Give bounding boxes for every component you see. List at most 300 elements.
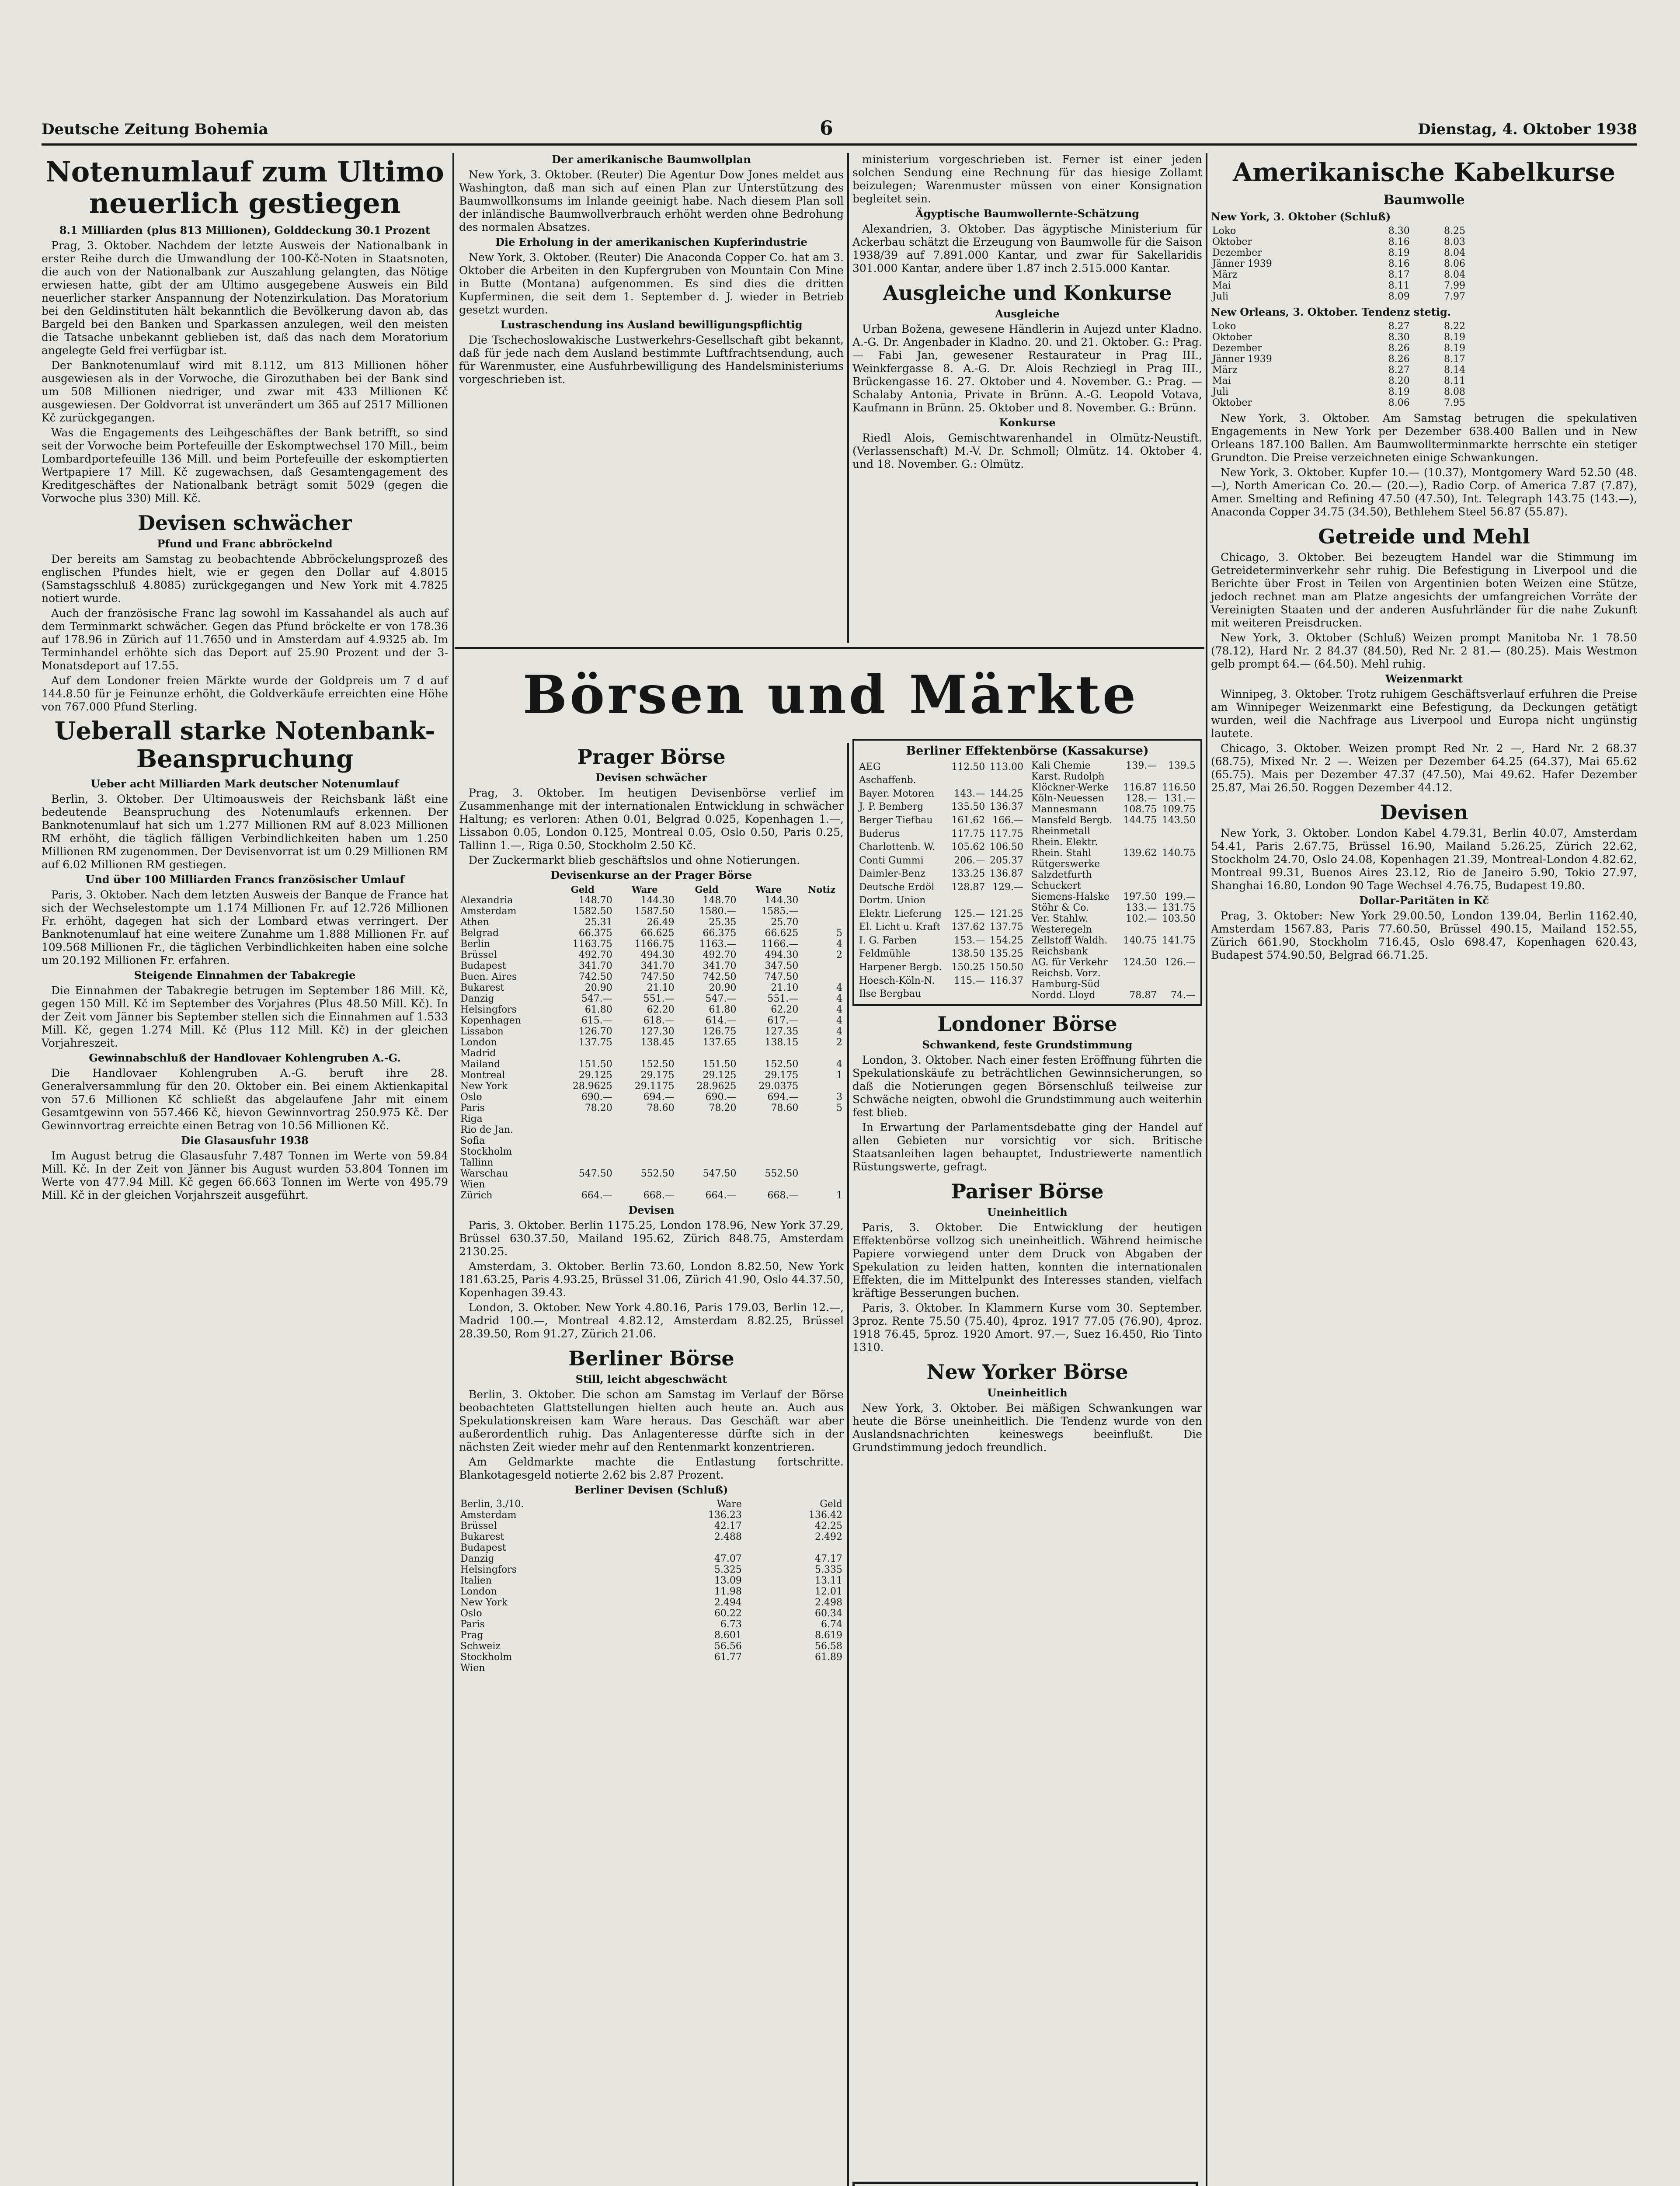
row-value: 136.23 — [708, 1510, 742, 1521]
table-row — [1030, 968, 1197, 979]
row-value: 11.98 — [714, 1586, 742, 1597]
article-paragraph: Berlin, 3. Oktober. Die schon am Samstag im Verlauf der Börse beobachteten Glattstellungen hielten auch heute an. Auch aus Spekulationskreisen kam Ware heraus. Das Geschäft war aber außerordentlich ruhig. Das Anlagenteresse dürfte sich in der nächsten Zeit wieder mehr auf den Rentenmarkt konzentrieren. — [459, 1388, 844, 1453]
row-value: 341.70 — [640, 961, 675, 971]
article-paragraph: Prag, 3. Oktober. Im heutigen Devisenbörse verlief im Zusammenhange mit der internationalen Entwicklung in schwächer Haltung; es verloren: Athen 0.01, Belgrad 0.025, Kopenhagen 1.—, Lissabon 0.05, London 0.125, Montreal 0.05, Oslo 0.50, Paris 0.25, Tallinn 1.—, Riga 0.50, Stockholm 2.50 Kč. — [459, 787, 844, 852]
row-value: 12.01 — [815, 1586, 842, 1597]
row-value: 116.37 — [990, 975, 1023, 986]
table-row — [1030, 957, 1197, 968]
article-paragraph: New York, 3. Oktober. Bei mäßigen Schwankungen war heute die Börse uneinheitlich. Die Tendenz wurde von den Auslandsnachrichten keineswegs beeinflußt. Die Grundstimmung jedoch freundlich. — [852, 1402, 1202, 1454]
row-value — [614, 1157, 676, 1168]
row-value — [552, 1124, 614, 1135]
article-paragraph: Auf dem Londoner freien Märkte wurde der Goldpreis um 7 d auf 144.8.50 für je Feinunze erhöht, die Goldverkäufe erreichten eine Höhe von 767.000 Pfund Sterling. — [42, 674, 448, 713]
table-row — [858, 787, 1025, 801]
row-label: Salzdetfurth — [1031, 870, 1092, 881]
row-value: 747.50 — [640, 971, 675, 982]
row-label: Juli — [1212, 386, 1229, 397]
row-value: 106.50 — [990, 842, 1023, 853]
row-value: 25.35 — [709, 917, 737, 928]
table-row — [858, 760, 1025, 774]
row-value: 60.22 — [714, 1608, 742, 1619]
row-value: 3 — [836, 1092, 842, 1103]
table-row — [459, 1124, 844, 1135]
row-value: 7.95 — [1444, 397, 1465, 408]
row-label: Berlin, 3./10. — [460, 1499, 524, 1510]
row-label: Montreal — [460, 1070, 505, 1081]
row-value: 56.58 — [815, 1641, 842, 1652]
table-row — [1211, 226, 1467, 237]
row-value: 138.50 — [951, 948, 985, 960]
headline-kabelkurse: Amerikanische Kabelkurse — [1232, 157, 1615, 187]
column-3-lower — [852, 739, 1202, 1456]
row-value — [948, 894, 987, 907]
row-value: 150.50 — [990, 961, 1023, 973]
row-value: 617.— — [767, 1015, 799, 1026]
table-row — [459, 1597, 844, 1608]
article-paragraph: New York, 3. Oktober. (Reuter) Die Anaconda Copper Co. hat am 3. Oktober die Arbeiten in den Kupfergruben von Mountain Con Mine in Butte (Montana) aufgenommen. Es sind dies die dritten Kupferminen, die seit dem 1. September d. J. wieder in Betrieb gesetzt wurden. — [459, 251, 844, 316]
row-value: 78.60 — [647, 1103, 675, 1114]
row-value: 492.70 — [578, 950, 612, 961]
row-label: Buen. Aires — [460, 971, 517, 982]
subheadline: Die Glasausfuhr 1938 — [181, 1134, 309, 1147]
row-label: Reichsbank — [1031, 946, 1088, 957]
row-value — [1120, 968, 1158, 979]
row-value — [1158, 837, 1197, 848]
row-label: Dezember — [1212, 343, 1262, 354]
row-value: 61.80 — [709, 1004, 737, 1015]
effekten-table-left — [858, 760, 1025, 1001]
row-value — [737, 1179, 800, 1190]
article-paragraph: Paris, 3. Oktober. In Klammern Kurse vom 30. September. 3proz. Rente 75.50 (75.40), 4proz. 1917 77.05 (76.90), 4proz. 1918 76.45, 5proz. 1920 Amort. 97.—, Suez 16.450, Rio Tinto 1310. — [852, 1302, 1202, 1354]
row-value: 127.30 — [640, 1026, 675, 1037]
row-value — [800, 971, 844, 982]
column-rule — [1206, 153, 1207, 2186]
subheadline: Lustraschendung ins Ausland bewilligungspflichtig — [500, 318, 803, 331]
table-row — [459, 1619, 844, 1630]
table-row — [858, 894, 1025, 907]
row-value — [986, 894, 1025, 907]
subheadline: Ueber acht Milliarden Mark deutscher Notenumlauf — [90, 777, 399, 790]
table-row — [459, 1663, 844, 1674]
row-value: 144.30 — [765, 895, 799, 906]
row-value: 614.— — [705, 1015, 737, 1026]
row-value: 1587.50 — [634, 906, 675, 917]
row-value: 128.— — [1126, 793, 1157, 804]
row-value: 1585.— — [761, 906, 799, 917]
table-row — [1211, 397, 1467, 408]
row-value: 139.— — [1126, 760, 1157, 771]
row-value: 8.25 — [1444, 226, 1465, 237]
row-value: 551.— — [643, 993, 675, 1004]
row-label: Klöckner-Werke — [1031, 782, 1109, 793]
row-value: 205.37 — [990, 855, 1023, 866]
table-row — [459, 1004, 844, 1015]
cotton-no-table — [1211, 321, 1467, 408]
row-value: 117.75 — [951, 828, 985, 839]
row-value: 105.62 — [951, 842, 985, 853]
row-value — [614, 1124, 676, 1135]
row-label: Rhein. Stahl — [1031, 848, 1092, 859]
row-value: 126.— — [1165, 957, 1196, 968]
row-value: 5.335 — [815, 1564, 842, 1575]
row-value: 20.90 — [584, 982, 612, 993]
row-label: Juli — [1212, 291, 1229, 302]
row-value: 126.75 — [703, 1026, 737, 1037]
row-value — [1120, 826, 1158, 837]
headline-new-yorker-boerse: New Yorker Börse — [926, 1360, 1128, 1384]
row-value: 2 — [836, 950, 842, 961]
row-value — [552, 1135, 614, 1146]
subheadline: Konkurse — [999, 416, 1056, 429]
table-row — [459, 1114, 844, 1124]
row-value — [1158, 924, 1197, 935]
table-row — [459, 1179, 844, 1190]
row-value — [643, 1542, 743, 1553]
berliner-devisen-table — [459, 1499, 844, 1674]
table-row — [459, 1499, 844, 1510]
row-value: 153.— — [954, 935, 985, 946]
row-value: 8.26 — [1388, 343, 1410, 354]
article-paragraph: Paris, 3. Oktober. Nach dem letzten Ausweis der Banque de France hat sich der Wechselestompte um 1.174 Millionen Fr. auf 12.726 Millionen Fr. erhöht, dagegen hat sich der Lombard etwas verringert. Der Banknotenumlauf hat eine weitere Zunahme um 1.888 Millionen Fr. auf 109.568 Millionen Fr., die täglichen Verbindlichkeiten haben eine solche um 20.192 Millionen Fr. erfahren. — [42, 888, 448, 967]
row-value: 141.75 — [1162, 935, 1196, 946]
row-value — [800, 1048, 844, 1059]
row-label: Berger Tiefbau — [859, 815, 933, 826]
row-value: 150.25 — [951, 961, 985, 973]
row-label: El. Licht u. Kraft — [859, 922, 941, 933]
row-value: 139.62 — [1123, 848, 1157, 859]
table-row — [459, 1026, 844, 1037]
paper-title: Deutsche Zeitung Bohemia — [42, 121, 268, 138]
article-paragraph: New York, 3. Oktober. (Reuter) Die Agentur Dow Jones meldet aus Washington, daß man sich auf einen Plan zur Unterstützung des Baumwollkonsums im Inlande geeinigt habe. Nach diesem Plan soll der inländische Baumwollverbrauch erhöht werden ohne Bedrohung des normalen Absatzes. — [459, 168, 844, 233]
row-value: 102.— — [1126, 913, 1157, 924]
row-value: 6.73 — [720, 1619, 742, 1630]
column-2-top — [459, 153, 844, 388]
subheadline: Ausgleiche — [995, 307, 1060, 320]
row-value: 137.75 — [578, 1037, 612, 1048]
row-value: 26.49 — [647, 917, 675, 928]
row-value: 66.375 — [578, 928, 612, 939]
row-label: Daimler-Benz — [859, 868, 925, 880]
row-value: 144.30 — [640, 895, 675, 906]
row-value — [1120, 924, 1158, 935]
row-value: 8.30 — [1388, 332, 1410, 343]
row-value: 4 — [836, 1015, 842, 1026]
column-header: Ware — [631, 884, 658, 895]
table-row — [858, 907, 1025, 921]
row-value: 1 — [836, 1070, 842, 1081]
row-label: Mansfeld Bergb. — [1031, 815, 1113, 826]
row-value: 694.— — [767, 1092, 799, 1103]
table-row — [1211, 280, 1467, 291]
article-paragraph: Der Zuckermarkt blieb geschäftslos und ohne Notierungen. — [469, 854, 800, 867]
table-row — [858, 827, 1025, 841]
subheadline: Dollar-Paritäten in Kč — [1359, 894, 1489, 907]
row-value — [800, 1146, 844, 1157]
article-paragraph: Am Geldmarkte machte die Entlastung fortschritte. Blankotagesgeld notierte 2.62 bis 2.87 Prozent. — [459, 1455, 844, 1481]
row-value: 56.56 — [714, 1641, 742, 1652]
row-label: Amsterdam — [460, 906, 517, 917]
table-row — [858, 814, 1025, 827]
table-row — [459, 1564, 844, 1575]
row-value: 347.50 — [765, 961, 799, 971]
row-value: 668.— — [767, 1190, 799, 1201]
article-paragraph: Chicago, 3. Oktober. Weizen prompt Red Nr. 2 —, Hard Nr. 2 68.37 (68.75), Mixed Nr. 2 —. Weizen per Dezember 64.25 (64.37), Mai 65.62 (65.75). Mais per Dezember 47.37 (47.50), Mai 49.62. Hafer Dezember 25.87, Mai 26.50. Roggen Dezember 44.12. — [1211, 742, 1637, 794]
headline-prager-boerse: Prager Börse — [577, 745, 726, 769]
row-value: 8.04 — [1444, 247, 1465, 258]
row-label: Köln-Neuessen — [1031, 793, 1104, 804]
row-value: 492.70 — [703, 950, 737, 961]
row-value — [737, 1157, 800, 1168]
row-value: 20.90 — [709, 982, 737, 993]
headline-berliner-boerse: Berliner Börse — [568, 1347, 734, 1370]
row-value — [552, 1179, 614, 1190]
headline-pariser-boerse: Pariser Börse — [951, 1180, 1104, 1203]
row-value — [986, 774, 1025, 787]
row-value: 7.97 — [1444, 291, 1465, 302]
table-row — [459, 1037, 844, 1048]
row-label: Amsterdam — [460, 1510, 517, 1521]
table-row — [1030, 859, 1197, 870]
row-value: 664.— — [705, 1190, 737, 1201]
article-paragraph: London, 3. Oktober. Nach einer festen Eröffnung führten die Spekulationskäufe zu beträchtlichen Gewinnsicherungen, so daß die Notierungen gegen Börsenschluß teilweise zur Schwäche neigten, obwohl die Grundstimmung auch weiterhin fest blieb. — [852, 1054, 1202, 1119]
row-value — [800, 1179, 844, 1190]
table-row — [1211, 258, 1467, 269]
row-value: 197.50 — [1123, 891, 1157, 902]
row-value: 8.22 — [1444, 321, 1465, 332]
row-value: 8.11 — [1388, 280, 1410, 291]
table-row — [1211, 376, 1467, 386]
table-row — [459, 1135, 844, 1146]
table-row — [1211, 247, 1467, 258]
row-value: 78.20 — [709, 1103, 737, 1114]
issue-date: Dienstag, 4. Oktober 1938 — [1418, 121, 1637, 138]
row-value — [743, 1663, 844, 1674]
row-value — [552, 1114, 614, 1124]
table-row — [1030, 990, 1197, 1001]
row-value — [614, 1179, 676, 1190]
row-value: 8.19 — [1444, 332, 1465, 343]
row-value: 8.03 — [1444, 237, 1465, 247]
row-value: 113.00 — [990, 761, 1023, 773]
row-label: Mailand — [460, 1059, 501, 1070]
row-value: 547.50 — [703, 1168, 737, 1179]
table-row — [459, 1059, 844, 1070]
row-value: 62.20 — [771, 1004, 799, 1015]
table-row — [1030, 870, 1197, 881]
row-value: 25.31 — [584, 917, 612, 928]
row-value: 117.75 — [990, 828, 1023, 839]
row-value: 1166.— — [761, 939, 799, 950]
row-label: Schuckert — [1031, 881, 1081, 891]
table-row — [459, 971, 844, 982]
subheadline: Und über 100 Milliarden Francs französischer Umlauf — [85, 873, 404, 886]
row-value: 121.25 — [990, 908, 1023, 919]
row-value — [1158, 870, 1197, 881]
subheadline: Uneinheitlich — [987, 1386, 1068, 1399]
row-value — [800, 961, 844, 971]
table-row — [858, 934, 1025, 947]
table-row — [1211, 237, 1467, 247]
row-value: 125.— — [954, 908, 985, 919]
row-value — [800, 1114, 844, 1124]
table-row — [459, 1015, 844, 1026]
row-label: New York — [460, 1081, 508, 1092]
row-label: Rhein. Elektr. — [1031, 837, 1098, 848]
table-row — [459, 917, 844, 928]
headline-devisen-ny: Devisen — [1380, 801, 1468, 824]
table-row — [459, 1092, 844, 1103]
table-title: Berliner Devisen (Schluß) — [574, 1483, 728, 1496]
subheadline: Baumwolle — [1383, 192, 1465, 208]
table-row — [858, 947, 1025, 961]
column-1 — [42, 153, 448, 1204]
row-label: Nordd. Lloyd — [1031, 990, 1096, 1001]
table-row — [1030, 913, 1197, 924]
table-row — [459, 1190, 844, 1201]
row-label: Paris — [460, 1619, 485, 1630]
row-value: 137.65 — [703, 1037, 737, 1048]
column-header: Geld — [695, 884, 719, 895]
row-value: 341.70 — [578, 961, 612, 971]
column-4 — [1211, 153, 1637, 964]
row-value: 341.70 — [703, 961, 737, 971]
row-value: 8.16 — [1388, 258, 1410, 269]
row-value: 690.— — [581, 1092, 612, 1103]
row-value: 62.20 — [647, 1004, 675, 1015]
row-value: 1166.75 — [634, 939, 675, 950]
article-paragraph: Die Handlovaer Kohlengruben A.-G. beruft ihre 28. Generalversammlung für den 20. Oktober ein. Bei einem Aktienkapital von 57.6 Millionen Kč schließt das abgelaufene Jahr mit einem Gesamtgewinn von 557.466 Kč, hievon Gewinnvortrag 250.975 Kč. Der Gewinnvortrag erreichte einen Betrag von 10.56 Millionen Kč. — [42, 1067, 448, 1132]
row-value: 47.17 — [815, 1553, 842, 1564]
row-value: 133.25 — [951, 868, 985, 880]
row-value: 8.20 — [1388, 376, 1410, 386]
row-value: 4 — [836, 1026, 842, 1037]
row-value: 127.35 — [765, 1026, 799, 1037]
row-value — [948, 987, 987, 1001]
row-value — [676, 1114, 738, 1124]
row-value: 8.30 — [1388, 226, 1410, 237]
market-label: New York, 3. Oktober (Schluß) — [1211, 210, 1391, 223]
row-label: Siemens-Halske — [1031, 891, 1110, 902]
row-value — [676, 1157, 738, 1168]
row-label: Danzig — [460, 993, 494, 1004]
row-value: 61.89 — [815, 1652, 842, 1663]
row-value: 8.601 — [714, 1630, 742, 1641]
row-value: 8.19 — [1388, 386, 1410, 397]
row-value: 115.— — [954, 975, 985, 986]
row-value: Geld — [820, 1499, 842, 1510]
table-row — [1211, 321, 1467, 332]
row-value: 131.75 — [1162, 902, 1196, 913]
subheadline: Devisen schwächer — [595, 771, 707, 784]
row-value: 2.494 — [714, 1597, 742, 1608]
table-row — [459, 1532, 844, 1542]
table-row — [1030, 891, 1197, 902]
article-paragraph: Paris, 3. Oktober. Berlin 1175.25, London 178.96, New York 37.29, Brüssel 630.37.50, Mailand 195.62, Zürich 848.75, Amsterdam 2130.25. — [459, 1219, 844, 1258]
row-value: 131.— — [1165, 793, 1196, 804]
table-row — [459, 1542, 844, 1553]
row-label: Hoesch-Köln-N. — [859, 975, 935, 986]
row-label: Deutsche Erdöl — [859, 881, 935, 893]
row-value: 161.62 — [951, 815, 985, 826]
table-row — [858, 867, 1025, 881]
section-rule — [455, 647, 1204, 649]
table-row — [858, 801, 1025, 814]
table-row — [1211, 354, 1467, 365]
row-label: Rütgerswerke — [1031, 859, 1100, 870]
row-value: 28.9625 — [572, 1081, 612, 1092]
row-value: 124.50 — [1123, 957, 1157, 968]
table-row — [459, 1608, 844, 1619]
row-value: 136.87 — [990, 868, 1023, 880]
row-label: Charlottenb. W. — [859, 842, 935, 853]
row-label: Oslo — [460, 1608, 482, 1619]
row-label: Karst. Rudolph — [1031, 771, 1105, 782]
row-value: 128.87 — [951, 881, 985, 893]
table-row — [459, 1168, 844, 1179]
table-row — [459, 895, 844, 906]
row-label: Jänner 1939 — [1212, 354, 1272, 365]
article-paragraph: Die Einnahmen der Tabakregie betrugen im September 186 Mill. Kč, gegen 150 Mill. Kč im September des Vorjahres (Plus 48.50 Mill. Kč). In der Zeit vom Jänner bis September stellen sich die Einnahmen auf 1.533 Mill. Kč, gegen 1.274 Mill. Kč (Plus 112 Mill. Kč) in der gleichen Vorjahreszeit. — [42, 984, 448, 1049]
row-value: 138.45 — [640, 1037, 675, 1048]
row-label: New York — [460, 1597, 508, 1608]
row-value: 166.— — [992, 815, 1023, 826]
row-value: 140.75 — [1123, 935, 1157, 946]
row-value: 5.325 — [714, 1564, 742, 1575]
subheadline: Devisen — [628, 1204, 675, 1216]
headline-ausgleiche: Ausgleiche und Konkurse — [883, 281, 1172, 305]
row-label: Brüssel — [460, 950, 497, 961]
row-label: Budapest — [460, 1542, 506, 1553]
row-value — [948, 774, 987, 787]
row-label: Bukarest — [460, 1532, 504, 1542]
article-paragraph: New York, 3. Oktober. Am Samstag betrugen die spekulativen Engagements in New York per Dezember 638.400 Ballen und in New Orleans 187.100 Ballen. Am Baumwollterminmarkte herrschte ein stetiger Grundton. Die Preise verzeichneten einige Schwankungen. — [1211, 412, 1637, 464]
row-value: 2 — [836, 1037, 842, 1048]
article-paragraph: Alexandrien, 3. Oktober. Das ägyptische Ministerium für Ackerbau schätzt die Erzeugung von Baumwolle für die Saison 1938/39 auf 7.891.000 Kantar, und zwar für Sakellaridis 301.000 Kantar, andere über 1.87 inch 2.515.000 Kantar. — [852, 223, 1202, 275]
table-row — [1211, 291, 1467, 302]
row-label: Harpener Bergb. — [859, 961, 942, 973]
cotton-ny-table — [1211, 226, 1467, 302]
row-value: 60.34 — [815, 1608, 842, 1619]
table-row — [1030, 837, 1197, 848]
table-row — [459, 928, 844, 939]
table-row — [459, 1103, 844, 1114]
article-paragraph: Die Tschechoslowakische Lustwerkehrs-Gesellschaft gibt bekannt, daß für jede nach dem Ausland bestimmte Luftfrachtsendung, auch für Warenmuster, eine Ausfuhrbewilligung des Handelsministeriums vorgeschrieben ist. — [459, 334, 844, 386]
table-row — [858, 881, 1025, 894]
headline-devisen: Devisen schwächer — [138, 511, 352, 535]
row-label: Prag — [460, 1630, 483, 1641]
row-value — [1158, 968, 1197, 979]
table-row — [1030, 782, 1197, 793]
table-row — [1211, 365, 1467, 376]
row-value: 137.75 — [990, 922, 1023, 933]
row-label: London — [460, 1586, 497, 1597]
row-label: Bukarest — [460, 982, 504, 993]
row-label: Ilse Bergbau — [859, 989, 922, 1000]
row-value — [800, 1135, 844, 1146]
row-label: Loko — [1212, 321, 1236, 332]
table-row — [858, 774, 1025, 787]
row-value: 13.09 — [714, 1575, 742, 1586]
row-label: Stockholm — [460, 1146, 512, 1157]
table-row — [1030, 760, 1197, 771]
row-label: Reichsb. Vorz. — [1031, 968, 1101, 979]
row-value: 8.17 — [1388, 269, 1410, 280]
row-label: AEG — [859, 761, 881, 773]
row-value — [1120, 859, 1158, 870]
row-label: Mai — [1212, 376, 1231, 386]
table-row — [1030, 979, 1197, 990]
row-value: 1582.50 — [572, 906, 612, 917]
row-value: 4 — [836, 1059, 842, 1070]
